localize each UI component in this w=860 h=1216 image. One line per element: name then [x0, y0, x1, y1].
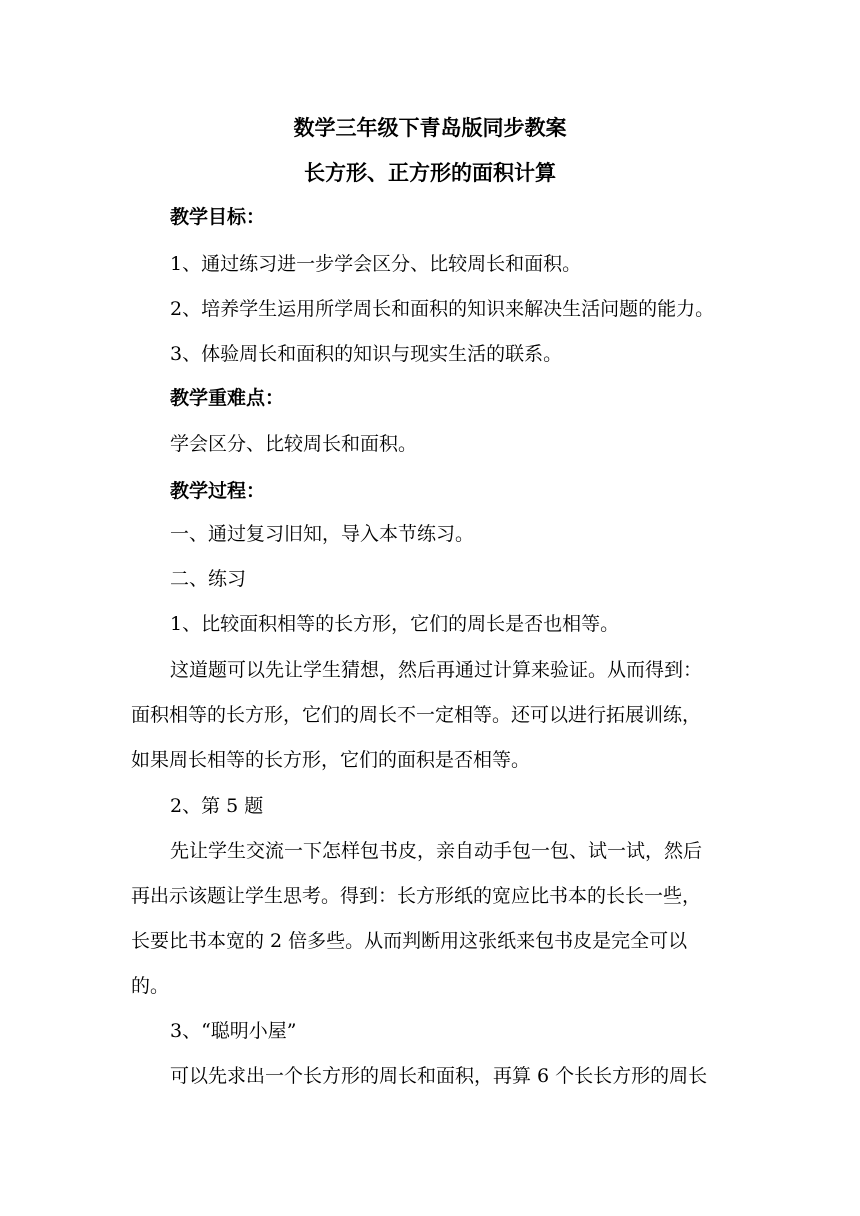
exercise-1-para-line2: 面积相等的长方形，它们的周长不一定相等。还可以进行拓展训练， [131, 704, 702, 726]
exercise-1-title: 1、比较面积相等的长方形，它们的周长是否也相等。 [170, 613, 620, 635]
exercise-2-para-line4: 的。 [131, 975, 170, 997]
heading-key-points: 教学重难点： [170, 387, 285, 409]
goal-item-1: 1、通过练习进一步学会区分、比较周长和面积。 [170, 253, 582, 275]
key-point-text: 学会区分、比较周长和面积。 [170, 433, 418, 455]
exercise-1-para-line3: 如果周长相等的长方形，它们的面积是否相等。 [131, 749, 531, 771]
exercise-2-para-line1: 先让学生交流一下怎样包书皮，亲自动手包一包、试一试，然后 [170, 840, 703, 862]
process-step-1: 一、通过复习旧知，导入本节练习。 [170, 523, 475, 545]
exercise-1-para-line1: 这道题可以先让学生猜想，然后再通过计算来验证。从而得到： [170, 659, 703, 681]
exercise-2-para-line2: 再出示该题让学生思考。得到：长方形纸的宽应比书本的长长一些， [131, 885, 702, 907]
document-title: 数学三年级下青岛版同步教案 [293, 116, 567, 140]
exercise-3-para-line1: 可以先求出一个长方形的周长和面积，再算 6 个长长方形的周长 [170, 1065, 708, 1087]
heading-teaching-process: 教学过程： [170, 480, 266, 502]
exercise-2-para-line3: 长要比书本宽的 2 倍多些。从而判断用这张纸来包书皮是完全可以 [131, 930, 688, 952]
document-subtitle: 长方形、正方形的面积计算 [304, 161, 556, 185]
heading-teaching-goals: 教学目标： [170, 206, 266, 228]
goal-item-2: 2、培养学生运用所学周长和面积的知识来解决生活问题的能力。 [170, 298, 715, 320]
goal-item-3: 3、体验周长和面积的知识与现实生活的联系。 [170, 343, 563, 365]
process-step-2: 二、练习 [170, 568, 247, 590]
exercise-3-title: 3、“聪明小屋” [170, 1020, 297, 1042]
exercise-2-title: 2、第 5 题 [170, 795, 264, 817]
